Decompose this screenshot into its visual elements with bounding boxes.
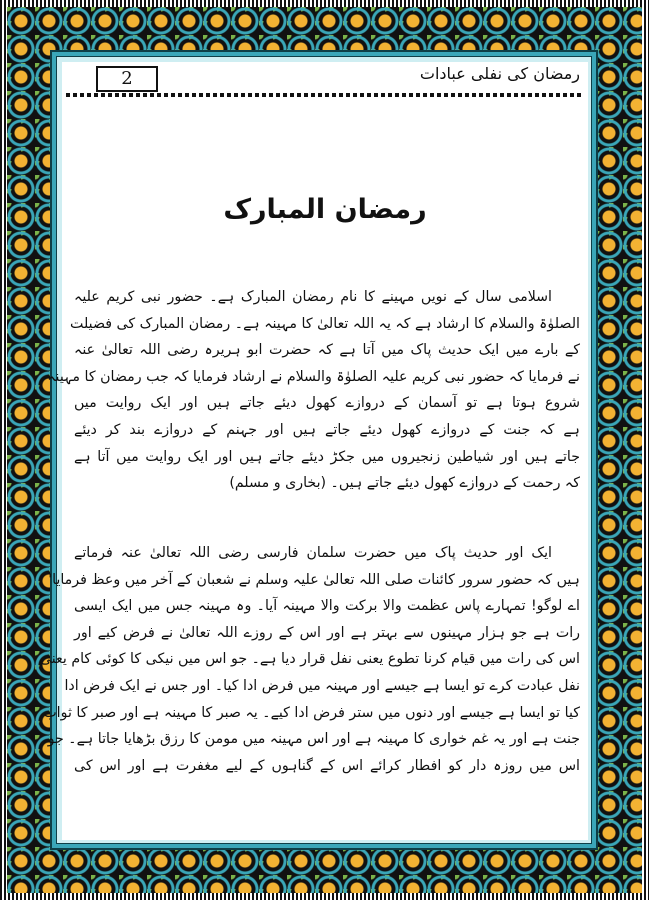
header-divider (66, 93, 584, 97)
text-line: اسلامی سال کے نویں مہینے کا نام رمضان المبارک ہے۔ حضور نبی کریم علیہ (74, 289, 552, 305)
paragraph-2 (39, 540, 580, 779)
paragraph-1 (47, 284, 580, 497)
text-line: ایک اور حدیث پاک میں حضرت سلمان فارسی رضی اللہ تعالیٰ عنہ فرماتے (74, 545, 552, 561)
text-line: رات ہے جو ہزار مہینوں سے بہتر ہے اور اس کے روزے اللہ تعالیٰ نے فرض کیے اور (74, 624, 580, 641)
text-line: شروع ہوتا ہے تو آسمان کے دروازے کھول دیئے جاتے ہیں اور ایک روایت میں (74, 395, 580, 412)
text-line: کے بارے میں ایک حدیث پاک میں آتا ہے کہ حضرت ابو ہریرہ رضی اللہ تعالیٰ عنہ (74, 342, 580, 359)
text-line: جنت ہے اور یہ غم خواری کا مہینہ ہے اور اس مہینہ میں مومن کا رزق بڑھایا جاتا ہے۔ جو (47, 731, 580, 748)
text-line: اس کی رات میں قیام کرنا تطوع یعنی نفل قرار دیا ہے۔ جو اس میں نیکی کا کوئی کام یعنی (39, 651, 580, 668)
text-line: جاتے ہیں اور شیاطین زنجیروں میں جکڑ دیئے جاتے ہیں اور ایک روایت میں آتا ہے (74, 448, 580, 465)
book-page (39, 62, 588, 840)
running-title: رمضان کی نفلی عبادات (419, 64, 580, 83)
text-line: ہیں کہ حضور سرور کائنات صلی اللہ تعالیٰ علیہ وسلم نے شعبان کے آخر میں وعظ فرمایا' (48, 571, 580, 588)
page-number: 2 (96, 66, 158, 92)
text-line: ہے کہ جنت کے دروازے کھول دیئے جاتے ہیں اور جہنم کے دروازے بند کر دیئے (74, 421, 580, 438)
text-line: اے لوگو! تمہارے پاس عظمت والا برکت والا مہینہ آیا۔ وہ مہینہ جس میں ایک ایسی (74, 598, 580, 615)
text-line: نے فرمایا کہ حضور نبی کریم علیہ الصلوٰۃ والسلام نے ارشاد فرمایا کہ جب رمضان کا مہینہ (47, 368, 580, 385)
text-line: اس میں روزہ دار کو افطار کرائے اس کے گناہوں کے لیے مغفرت ہے اور اس کی (74, 757, 580, 774)
text-line: نفل عبادت کرے تو ایسا ہے جیسے اور مہینہ میں فرض ادا کیا۔ اور جس نے ایک فرض ادا (64, 677, 580, 694)
text-line: الصلوٰۃ والسلام کا ارشاد ہے کہ یہ اللہ تعالیٰ کا مہینہ ہے۔ رمضان المبارک کی فضیلت (70, 315, 580, 332)
text-line: کیا تو ایسا ہے جیسے اور دنوں میں ستر فرض ادا کیے۔ یہ صبر کا مہینہ ہے اور صبر کا ثواب (43, 704, 580, 721)
chapter-title: رمضان المبارک (223, 194, 427, 225)
text-line: کہ رحمت کے دروازے کھول دیئے جاتے ہیں۔ (بخاری و مسلم) (229, 475, 580, 492)
